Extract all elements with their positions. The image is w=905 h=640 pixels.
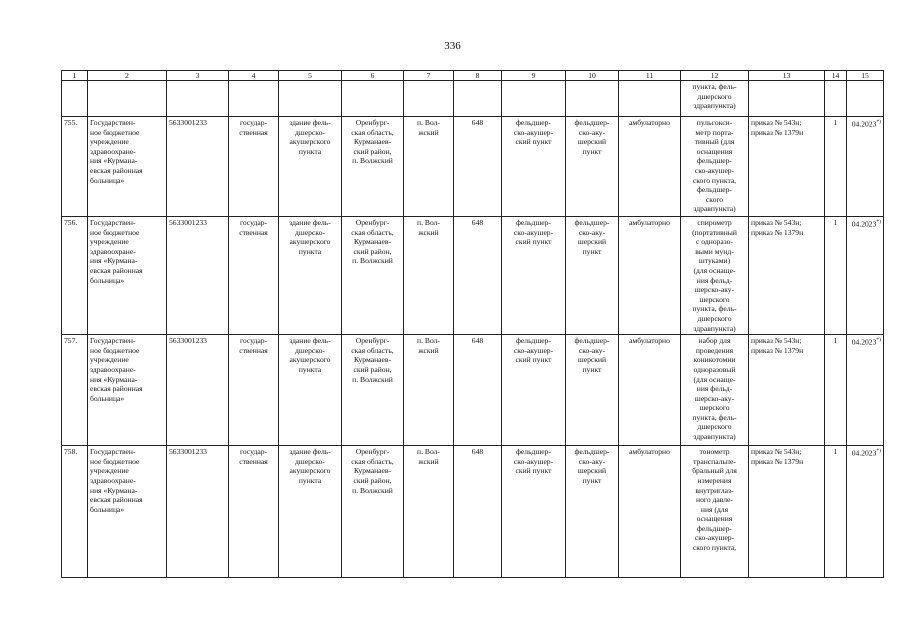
unit-type-cell: фельдшер- ско-акушер- ский пункт [502, 446, 566, 578]
date-text: 04.2023 [851, 119, 877, 129]
footnote-mark: *) [876, 219, 881, 225]
quantity-cell: 1 [825, 446, 847, 578]
ownership-cell: государ- ственная [229, 117, 279, 217]
table-row [62, 446, 884, 578]
building-cell: здание фель- дшерско- акушерского пункта [279, 217, 342, 335]
building-cell: здание фель- дшерско- акушерского пункта [279, 117, 342, 217]
equipment-cell: пульсокси- метр порта- тивный (для оснащения фельдшер- ско-акушер- ского пункта, фельдшер- ского здравпункта) [681, 117, 749, 217]
unit-name-cell: фельдшер- ско-аку- шерский пункт [566, 446, 619, 578]
table-cell [167, 81, 229, 117]
table-row [62, 117, 884, 217]
ownership-cell: государ- ственная [229, 217, 279, 335]
order-cell: приказ № 543н; приказ № 1379н [749, 117, 825, 217]
table-cell [88, 81, 167, 117]
date-cell [847, 446, 884, 578]
column-number: 2 [88, 71, 167, 81]
column-number: 6 [342, 71, 404, 81]
table-cell [229, 81, 279, 117]
unit-name-cell: фельдшер- ско-аку- шерский пункт [566, 117, 619, 217]
address-cell: Оренбург- ская область, Курманаев- ский район, п. Волжский [342, 117, 404, 217]
quantity-cell: 1 [825, 117, 847, 217]
footnote-mark: *) [876, 119, 881, 125]
table-cell [825, 81, 847, 117]
column-number: 7 [404, 71, 454, 81]
address-cell: Оренбург- ская область, Курманаев- ский район, п. Волжский [342, 335, 404, 446]
table-cell [62, 81, 88, 117]
page-number: 336 [444, 40, 461, 52]
table-cell [454, 81, 502, 117]
column-number: 5 [279, 71, 342, 81]
organization-cell: Государствен- ное бюджетное учреждение здравоохране- ния «Курмана- евская районная больница» [88, 446, 167, 578]
code-cell: 648 [454, 117, 502, 217]
column-number: 14 [825, 71, 847, 81]
date-cell [847, 335, 884, 446]
building-cell: здание фель- дшерско- акушерского пункта [279, 446, 342, 578]
table-cell [619, 81, 681, 117]
organization-cell: Государствен- ное бюджетное учреждение здравоохране- ния «Курмана- евская районная больница» [88, 217, 167, 335]
address-cell: Оренбург- ская область, Курманаев- ский район, п. Волжский [342, 446, 404, 578]
unit-name-cell: фельдшер- ско-аку- шерский пункт [566, 335, 619, 446]
column-number: 9 [502, 71, 566, 81]
column-number: 3 [167, 71, 229, 81]
column-number: 12 [681, 71, 749, 81]
locality-cell: п. Вол- жский [404, 335, 454, 446]
equipment-cell: набор для проведения коникотомии одноразовый (для оснаще- ния фельд- шерско-аку- шерского пункта, фель- дшерского здравпункта) [681, 335, 749, 446]
footnote-mark: *) [876, 448, 881, 455]
inn-cell: 5633001233 [167, 117, 229, 217]
table-row [62, 217, 884, 335]
date-text: 04.2023 [851, 337, 877, 347]
care-type-cell: амбулаторно [619, 217, 681, 335]
table-cell [502, 81, 566, 117]
column-number-row [62, 71, 884, 81]
inn-cell: 5633001233 [167, 217, 229, 335]
unit-type-cell: фельдшер- ско-акушер- ский пункт [502, 217, 566, 335]
building-cell: здание фель- дшерско- акушерского пункта [279, 335, 342, 446]
unit-type-cell: фельдшер- ско-акушер- ский пункт [502, 117, 566, 217]
ownership-cell: государ- ственная [229, 335, 279, 446]
unit-name-cell: фельдшер- ско-аку- шерский пункт [566, 217, 619, 335]
ownership-cell: государ- ственная [229, 446, 279, 578]
address-cell: Оренбург- ская область, Курманаев- ский район, п. Волжский [342, 217, 404, 335]
care-type-cell: амбулаторно [619, 335, 681, 446]
date-cell [847, 117, 884, 217]
date-text: 04.2023 [851, 448, 877, 458]
order-cell: приказ № 543н; приказ № 1379н [749, 335, 825, 446]
column-number: 10 [566, 71, 619, 81]
column-number: 13 [749, 71, 825, 81]
table-cell [279, 81, 342, 117]
organization-cell: Государствен- ное бюджетное учреждение здравоохране- ния «Курмана- евская районная больница» [88, 335, 167, 446]
code-cell: 648 [454, 446, 502, 578]
row-number-cell: 755. [62, 117, 88, 217]
row-number-cell: 757. [62, 335, 88, 446]
inn-cell: 5633001233 [167, 446, 229, 578]
code-cell: 648 [454, 217, 502, 335]
quantity-cell: 1 [825, 217, 847, 335]
row-number-cell: 758. [62, 446, 88, 578]
table-row [62, 335, 884, 446]
locality-cell: п. Вол- жский [404, 217, 454, 335]
quantity-cell: 1 [825, 335, 847, 446]
care-type-cell: амбулаторно [619, 446, 681, 578]
equipment-cell: тонометр транспальпе- бральный для измерения внутриглаз- ного давле- ния (для оснащения фельдшер- ско-акушер- ского пункта, [681, 446, 749, 578]
locality-cell: п. Вол- жский [404, 446, 454, 578]
footnote-mark: *) [876, 337, 881, 344]
table-cell [749, 81, 825, 117]
continuation-equipment-cell: пункта, фель- дшерского здравпункта) [681, 81, 749, 117]
continuation-row [62, 81, 884, 117]
unit-type-cell: фельдшер- ско-акушер- ский пункт [502, 335, 566, 446]
equipment-table [61, 70, 884, 578]
column-number: 15 [847, 71, 884, 81]
date-text: 04.2023 [851, 219, 877, 229]
column-number: 4 [229, 71, 279, 81]
locality-cell: п. Вол- жский [404, 117, 454, 217]
code-cell: 648 [454, 335, 502, 446]
care-type-cell: амбулаторно [619, 117, 681, 217]
column-number: 1 [62, 71, 88, 81]
row-number-cell: 756. [62, 217, 88, 335]
order-cell: приказ № 543н; приказ № 1379н [749, 217, 825, 335]
column-number: 11 [619, 71, 681, 81]
table-cell [342, 81, 404, 117]
equipment-cell: спирометр (портативный с одноразо- выми мунд- штуками) (для оснаще- ния фельд- шерско-аку- шерского пункта, фель- дшерского здравпункта) [681, 217, 749, 335]
table-cell [404, 81, 454, 117]
date-cell [847, 217, 884, 335]
inn-cell: 5633001233 [167, 335, 229, 446]
column-number: 8 [454, 71, 502, 81]
table-cell [847, 81, 884, 117]
organization-cell: Государствен- ное бюджетное учреждение здравоохране- ния «Курмана- евская районная больница» [88, 117, 167, 217]
order-cell: приказ № 543н; приказ № 1379н [749, 446, 825, 578]
table-cell [566, 81, 619, 117]
